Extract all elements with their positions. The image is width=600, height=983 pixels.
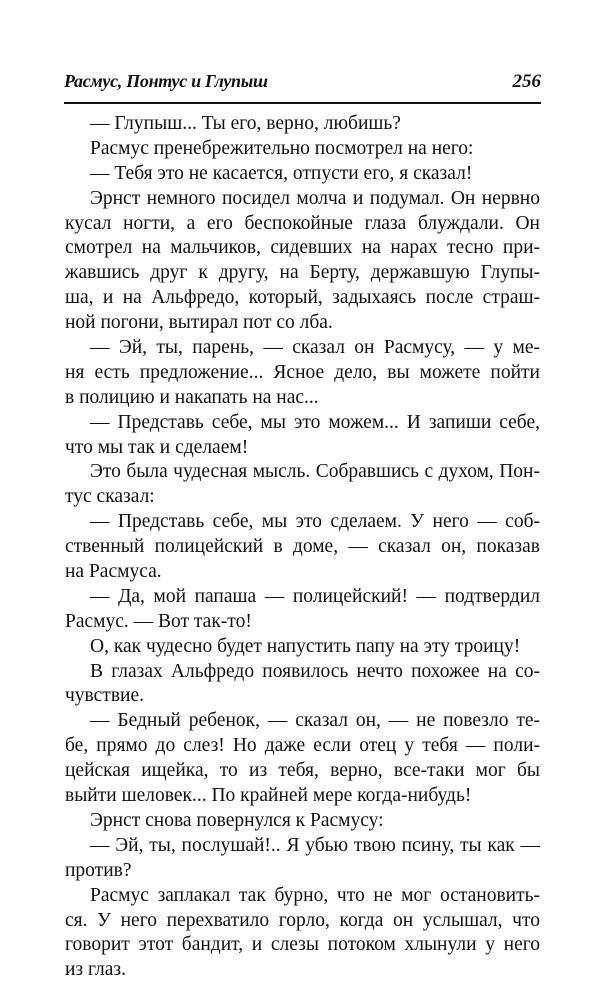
text-line: смотрел на мальчиков, сидевших на нарах тесно при- — [65, 237, 540, 259]
paragraph — [65, 112, 540, 137]
text-line: в полицию и накапать на нас... — [65, 386, 319, 408]
paragraph — [65, 834, 540, 884]
text-line: ша, и на Альфредо, который, задыхаясь после страш- — [65, 287, 540, 309]
text-line: тус сказал: — [65, 486, 155, 508]
text-line: жавшись друг к другу, на Берту, державшую Глупы- — [65, 262, 540, 284]
text-line: ственный полицейский в доме, — сказал он, показав — [65, 536, 540, 558]
text-line: — Эй, ты, послушай!.. Я убью твою псину, ты как — — [90, 834, 540, 856]
running-title: Расмус, Понтус и Глупыш — [64, 71, 268, 91]
paragraph — [65, 460, 540, 510]
text-line: Расмус пренебрежительно посмотрел на него: — [90, 137, 474, 159]
text-line: — Тебя это не касается, отпусти его, я сказал! — [90, 162, 473, 184]
running-header — [64, 71, 541, 99]
header-rule — [64, 102, 541, 104]
paragraph — [65, 411, 540, 461]
text-line: — Эй, ты, парень, — сказал он Расмусу, — у ме- — [90, 337, 540, 359]
text-line: Эрнст снова повернулся к Расмусу: — [90, 809, 384, 831]
paragraph — [65, 709, 540, 809]
text-line: О, как чудесно будет напустить папу на эту троицу! — [90, 635, 521, 657]
page-number: 256 — [512, 71, 541, 92]
paragraph — [65, 809, 540, 834]
paragraph — [65, 660, 540, 710]
text-line: что мы так и сделаем! — [65, 436, 249, 458]
paragraph — [65, 585, 540, 635]
text-line: — Да, мой папаша — полицейский! — подтвердил — [90, 585, 540, 607]
paragraph — [65, 187, 540, 336]
text-line: бе, прямо до слез! Но даже если отец у тебя — поли- — [65, 735, 540, 757]
text-line: Расмус заплакал так бурно, что не мог остановить- — [90, 884, 540, 906]
page-body — [65, 112, 540, 983]
text-line: Это была чудесная мысль. Собравшись с духом, Пон- — [90, 461, 540, 483]
text-line: Расмус. — Вот так-то! — [65, 610, 252, 632]
paragraph — [65, 884, 540, 983]
text-line: — Представь себе, мы это сделаем. У него — соб- — [90, 511, 540, 533]
text-line: цейская ищейка, то из тебя, верно, все-таки мог бы — [65, 760, 540, 782]
text-line: чувствие. — [65, 685, 144, 707]
text-line: Эрнст немного посидел молча и подумал. Он нервно — [90, 187, 540, 209]
paragraph — [65, 336, 540, 411]
text-line: говорит этот бандит, и слезы потоком хлынули у него — [65, 934, 540, 956]
text-line: ся. У него перехватило горло, когда он услышал, что — [65, 909, 540, 931]
paragraph — [65, 137, 540, 162]
text-line: В глазах Альфредо появилось нечто похожее на со- — [90, 660, 540, 682]
paragraph — [65, 635, 540, 660]
text-line: выйти шеловек... По крайней мере когда-нибудь! — [65, 785, 472, 807]
text-line: — Глупыш... Ты его, верно, любишь? — [90, 113, 401, 134]
text-line: ня есть предложение... Ясное дело, вы можете пойти — [65, 361, 540, 383]
text-line: против? — [65, 859, 132, 881]
text-line: — Представь себе, мы это можем... И запиши себе, — [90, 411, 540, 433]
paragraph — [65, 162, 540, 187]
paragraph — [65, 510, 540, 585]
text-line: на Расмуса. — [65, 561, 162, 583]
text-line: из глаз. — [65, 959, 126, 981]
text-line: кусал ногти, а его беспокойные глаза блуждали. Он — [65, 212, 540, 234]
text-line: ной погони, вытирал пот со лба. — [65, 312, 333, 334]
text-line: — Бедный ребенок, — сказал он, — не повезло те- — [90, 710, 540, 732]
